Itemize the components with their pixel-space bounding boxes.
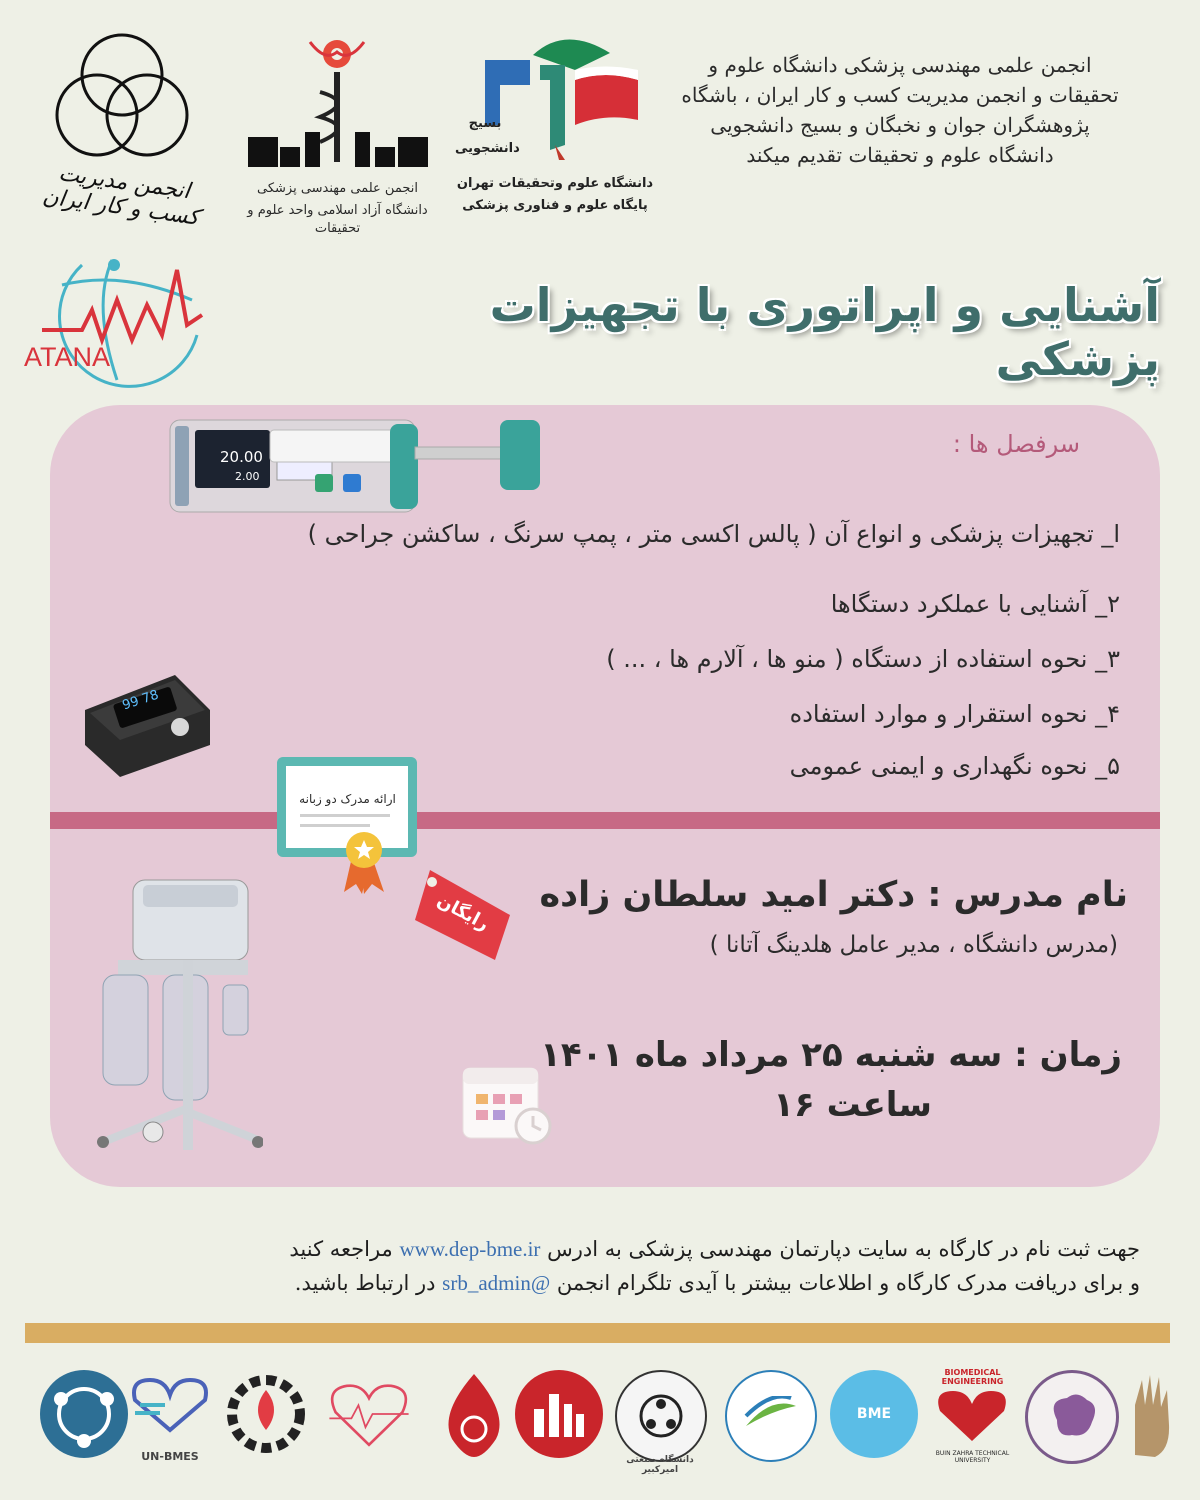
- telegram-id-link[interactable]: @srb_admin: [442, 1271, 551, 1295]
- amirkabir-label: دانشگاه صنعتی امیرکبیر: [626, 1455, 694, 1475]
- contact-line: [90, 1266, 1140, 1300]
- business-logo-text: انجمن مدیریت کسب و کار ایران: [40, 161, 201, 231]
- free-tag-label: رایگان: [433, 890, 493, 935]
- suction-device-image: [88, 870, 263, 1170]
- un-bmes-label: UN-BMES: [141, 1450, 199, 1463]
- contact-text: در ارتباط باشید.: [294, 1271, 436, 1295]
- schedule-date: زمان : سه شنبه ۲۵ مرداد ماه ۱۴۰۱: [540, 1035, 1122, 1075]
- certificate-label: ارائه مدرک دو زبانه: [299, 792, 396, 806]
- intro-text: [640, 50, 1160, 170]
- contact-text: و برای دریافت مدرک کارگاه و اطلاعات بیشتر با آیدی تلگرام انجمن: [556, 1271, 1140, 1295]
- syringe-pump-image: [165, 412, 555, 517]
- syllabus-item: ۵_ نحوه نگهداری و ایمنی عمومی: [789, 752, 1120, 780]
- syllabus-item: ۳_ نحوه استفاده از دستگاه ( منو ها ، آلارم ها ، ... ): [606, 645, 1120, 673]
- un-bmes-logo: [125, 1375, 215, 1445]
- network-logo: [40, 1370, 128, 1458]
- atana-logo: [22, 245, 212, 395]
- panel-divider: [50, 812, 1160, 829]
- brain-gear-logo: [1025, 1370, 1119, 1464]
- basij-logo: [455, 25, 655, 230]
- free-tag: [410, 860, 530, 970]
- three-rings-icon: [25, 20, 215, 170]
- oximeter-display: 99 78: [120, 687, 161, 714]
- instructor-name: نام مدرس : دکتر امید سلطان زاده: [539, 875, 1128, 915]
- buin-zahra-label: BUIN ZAHRA TECHNICAL UNIVERSITY: [935, 1450, 1010, 1464]
- caduceus-icon: [230, 22, 445, 172]
- footer-divider: [25, 1323, 1170, 1343]
- pulse-oximeter-image: [80, 665, 220, 780]
- handprint-logo: [1115, 1365, 1190, 1475]
- azad-line1: انجمن علمی مهندسی پزشکی: [257, 181, 418, 196]
- business-association-logo: [25, 20, 215, 230]
- bme-label: BME: [856, 1405, 892, 1422]
- heart-gear-logo: [325, 1370, 413, 1458]
- intro-line: انجمن علمی مهندسی پزشکی دانشگاه علوم و: [708, 53, 1092, 77]
- azad-line2: دانشگاه آزاد اسلامی واحد علوم و تحقیقات: [247, 203, 428, 236]
- page-title: آشنایی و اپراتوری با تجهیزات پزشکی: [489, 278, 1160, 386]
- basij-line3: دانشگاه علوم وتحقیقات تهران: [456, 176, 654, 191]
- basij-line4: پایگاه علوم و فناوری پزشکی: [462, 198, 648, 213]
- bme-logo: [830, 1370, 918, 1458]
- certificate-badge: [272, 752, 422, 897]
- registration-line: [90, 1232, 1140, 1266]
- intro-line: دانشگاه علوم و تحقیقات تقدیم میکند: [746, 143, 1054, 167]
- intro-line: تحقیقات و انجمن مدیریت کسب و کار ایران ، باشگاه: [681, 83, 1119, 107]
- blood-drop-logo: [430, 1370, 518, 1458]
- basij-line1: بسیج: [468, 116, 502, 131]
- registration-text: جهت ثبت نام در کارگاه به سایت دپارتمان مهندسی پزشکی به ادرس: [547, 1237, 1140, 1261]
- biomedical-label: BIOMEDICAL ENGINEERING: [941, 1368, 1004, 1386]
- registration-text: مراجعه کنید: [289, 1237, 393, 1261]
- syllabus-item: ا_ تجهیزات پزشکی و انواع آن ( پالس اکسی متر ، پمپ سرنگ ، ساکشن جراحی ): [307, 520, 1120, 548]
- website-link[interactable]: www.dep-bme.ir: [399, 1237, 541, 1261]
- syllabus-heading: سرفصل ها :: [952, 430, 1080, 458]
- leaf-logo: [725, 1370, 817, 1462]
- biomedical-engineering-logo: [925, 1368, 1020, 1468]
- basij-line2: دانشجویی: [455, 141, 520, 156]
- instructor-description: (مدرس دانشگاه ، مدیر عامل هلدینگ آتانا ): [709, 932, 1118, 958]
- gear-torch-logo: [222, 1370, 310, 1458]
- intro-line: پژوهشگران جوان و نخبگان و بسیج دانشجویی: [710, 113, 1090, 137]
- city-skyline-logo: [515, 1370, 603, 1458]
- schedule-time: ساعت ۱۶: [773, 1085, 932, 1125]
- atana-text: ATANA: [24, 342, 111, 372]
- registration-info: [90, 1232, 1140, 1300]
- pump-display-value-2: 2.00: [235, 470, 260, 483]
- syllabus-item: ۴_ نحوه استقرار و موارد استفاده: [789, 700, 1120, 728]
- amirkabir-logo: [615, 1370, 707, 1462]
- pump-display-value: 20.00: [220, 448, 263, 466]
- azad-bme-logo: [230, 22, 445, 236]
- syllabus-item: ۲_ آشنایی با عملکرد دستگاها: [830, 590, 1120, 618]
